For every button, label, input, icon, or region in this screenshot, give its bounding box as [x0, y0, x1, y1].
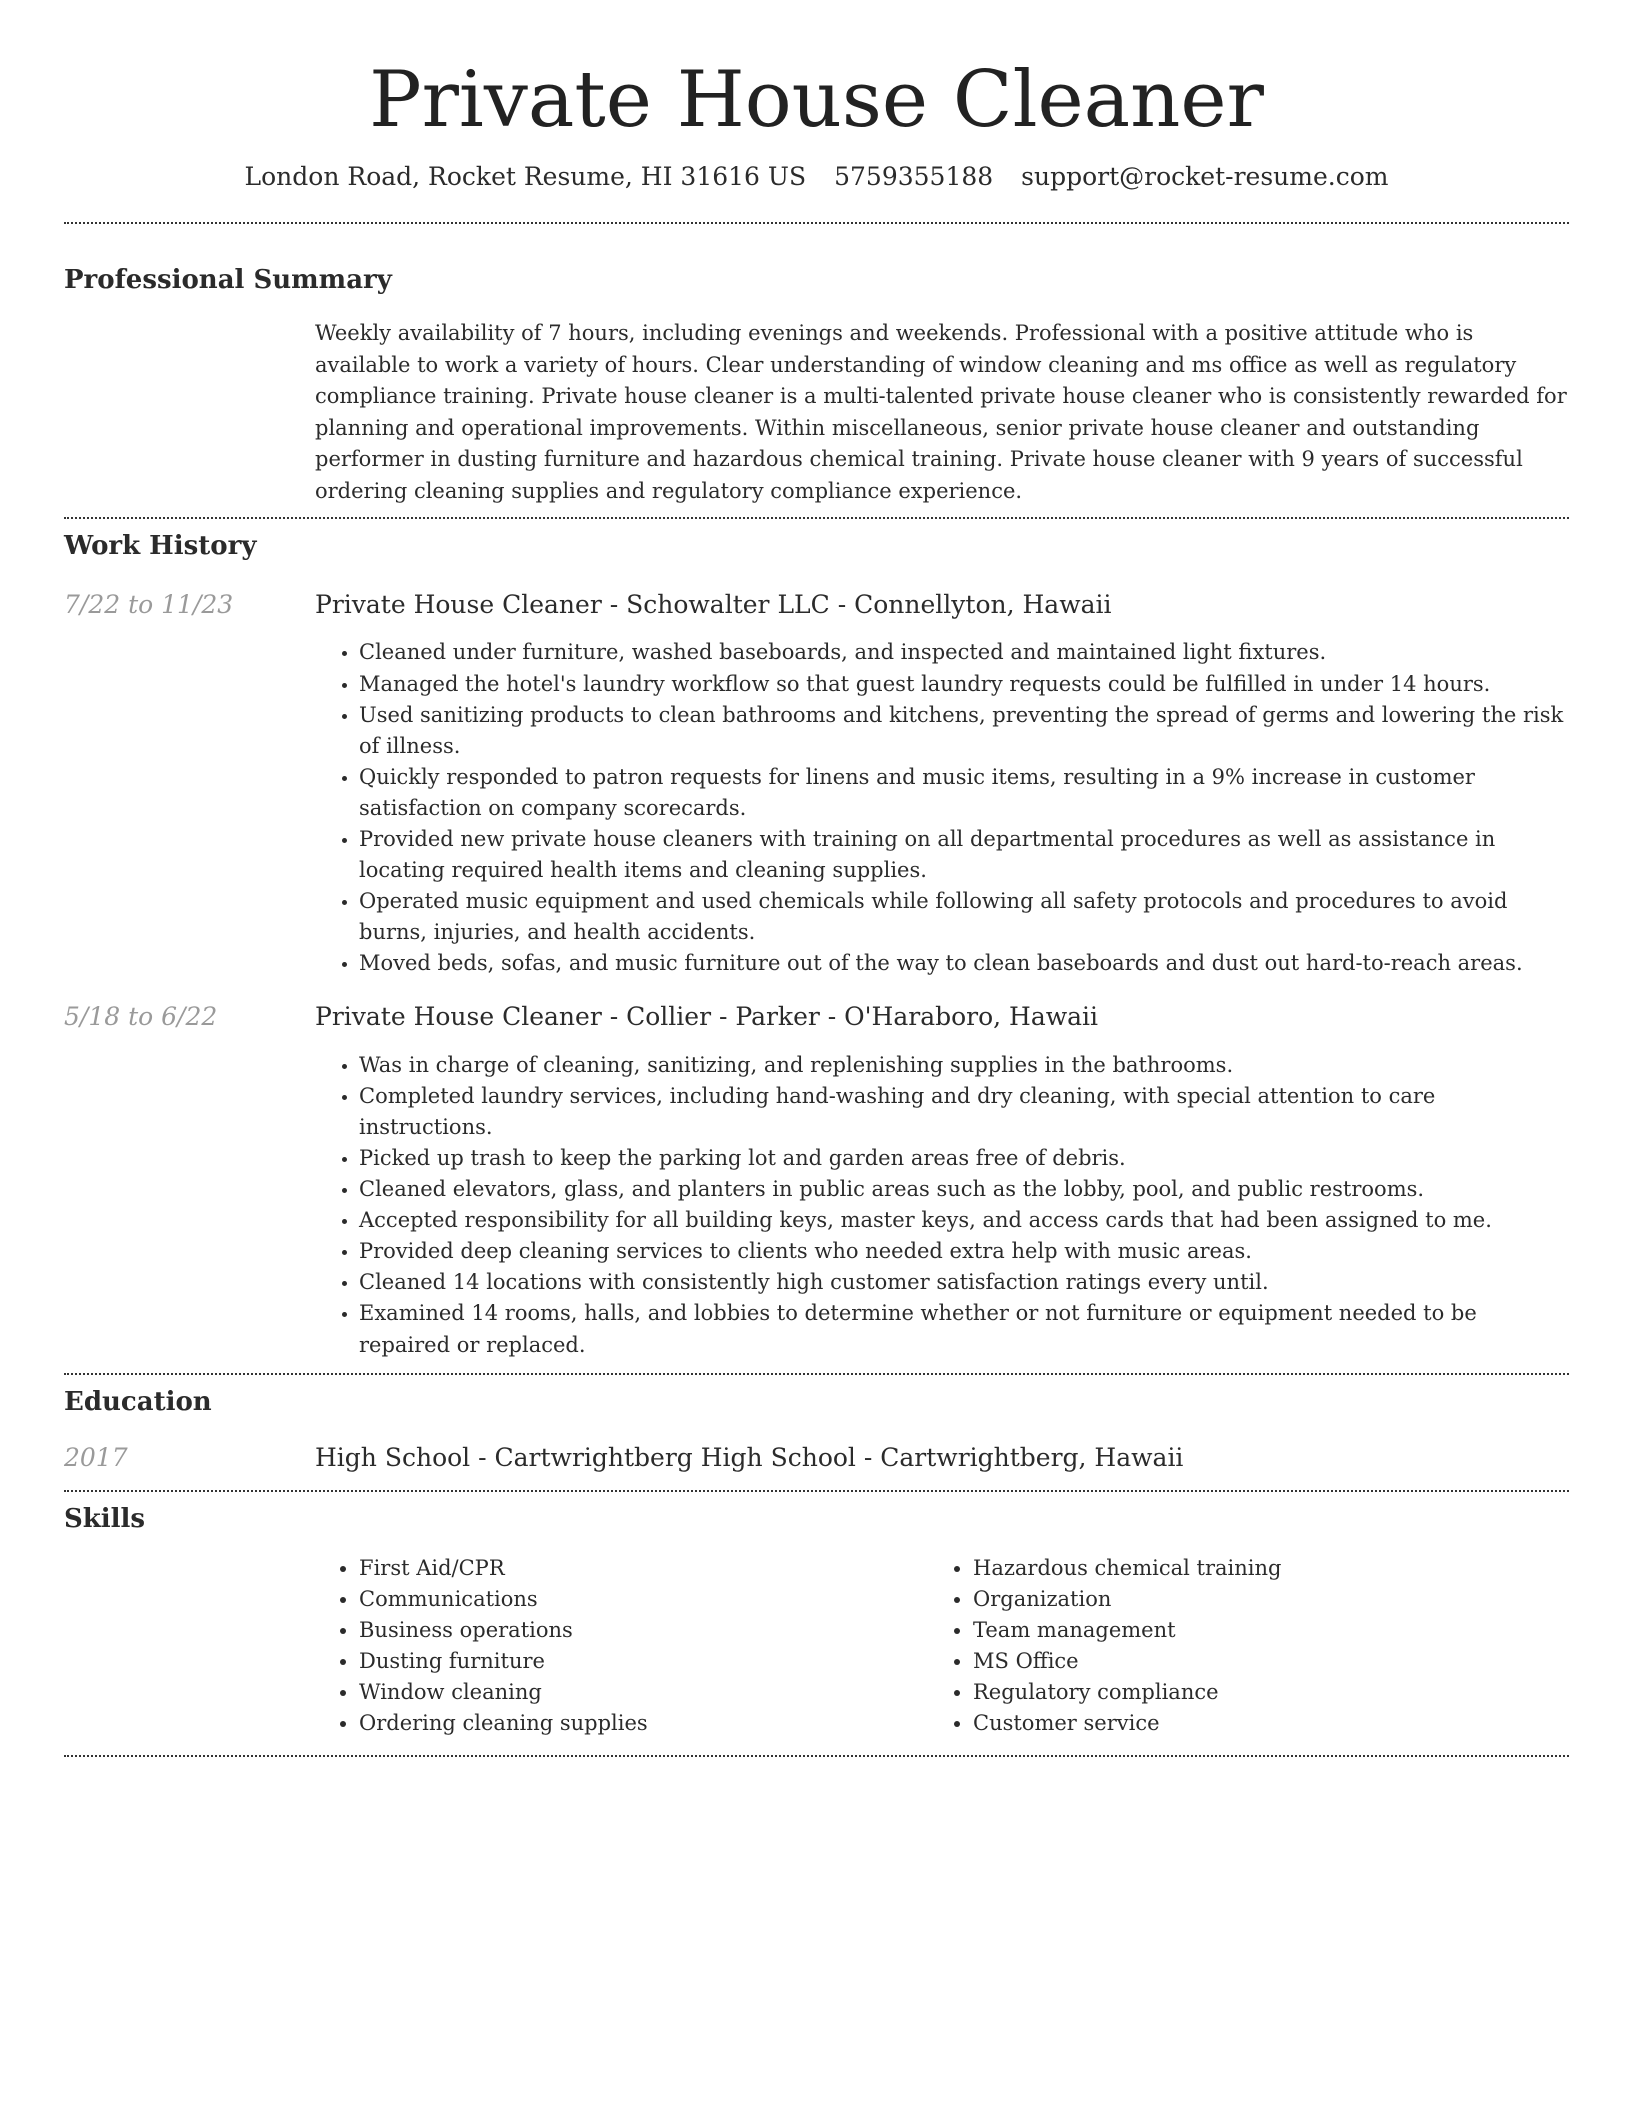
skills-list-left — [315, 1553, 929, 1739]
skill-item: • Team management — [973, 1615, 1543, 1646]
divider — [64, 1490, 1569, 1492]
work-history-section — [64, 530, 1569, 1360]
job-bullet: • Managed the hotel's laundry workflow so that guest laundry requests could be fulfilled in under 14 hours. — [359, 669, 1569, 700]
skill-item: • Organization — [973, 1584, 1543, 1615]
skill-item: • Business operations — [359, 1615, 929, 1646]
divider — [64, 1373, 1569, 1375]
skills-title: Skills — [64, 1503, 146, 1534]
divider — [64, 222, 1569, 224]
contact-line — [64, 159, 1569, 194]
skill-item: • Dusting furniture — [359, 1646, 929, 1677]
skills-list-right — [929, 1553, 1543, 1739]
summary-section — [64, 264, 1569, 507]
skill-item: • Customer service — [973, 1708, 1543, 1739]
job-heading: Private House Cleaner - Collier - Parker - O'Haraboro, Hawaii — [315, 1002, 1099, 1032]
job-bullet: • Quickly responded to patron requests for linens and music items, resulting in a 9% increase in customer satisfaction on company scorecards. — [359, 762, 1569, 824]
skill-item: • Regulatory compliance — [973, 1677, 1543, 1708]
job-bullet: • Moved beds, sofas, and music furniture out of the way to clean baseboards and dust out hard-to-reach areas. — [359, 948, 1569, 979]
job-bullet: • Cleaned 14 locations with consistently high customer satisfaction ratings every until. — [359, 1267, 1569, 1298]
work-history-title: Work History — [64, 531, 257, 562]
job-bullet: • Cleaned elevators, glass, and planters in public areas such as the lobby, pool, and public restrooms. — [359, 1174, 1569, 1205]
job-bullet: • Cleaned under furniture, washed baseboards, and inspected and maintained light fixtures. — [359, 637, 1569, 668]
job-bullet: • Accepted responsibility for all building keys, master keys, and access cards that had been assigned to me. — [359, 1205, 1569, 1236]
summary-title: Professional Summary — [64, 265, 392, 296]
education-title: Education — [64, 1386, 212, 1417]
job-bullet: • Examined 14 rooms, halls, and lobbies to determine whether or not furniture or equipment needed to be repaired or replaced. — [359, 1298, 1569, 1360]
divider — [64, 1755, 1569, 1757]
job-heading: Private House Cleaner - Schowalter LLC - Connellyton, Hawaii — [315, 589, 1112, 619]
job-bullet: • Used sanitizing products to clean bathrooms and kitchens, preventing the spread of germs and lowering the risk of illness. — [359, 700, 1569, 762]
skill-item: • Window cleaning — [359, 1677, 929, 1708]
contact-address: London Road, Rocket Resume, HI 31616 US — [244, 162, 807, 192]
skill-item: • Communications — [359, 1584, 929, 1615]
contact-email: support@rocket-resume.com — [1021, 162, 1389, 192]
education-section — [64, 1386, 1569, 1475]
job-bullet: • Completed laundry services, including hand-washing and dry cleaning, with special attention to care instructions. — [359, 1081, 1569, 1143]
job-bullets — [315, 637, 1569, 979]
summary-text: Weekly availability of 7 hours, including evenings and weekends. Professional with a positive attitude who is available to work a variety of hours. Clear understanding of window cleaning and ms office as well as regulatory compliance training. Private house cleaner is a multi-talented private house cleaner who is consistently rewarded for planning and operational improvements. Within miscellaneous, senior private house cleaner and outstanding performer in dusting furniture and hazardous chemical training. Private house cleaner with 9 years of successful ordering cleaning supplies and regulatory compliance experience. — [315, 321, 1567, 503]
job-bullet: • Operated music equipment and used chemicals while following all safety protocols and procedures to avoid burns, injuries, and health accidents. — [359, 886, 1569, 948]
job-dates: 5/18 to 6/22 — [64, 1002, 218, 1032]
divider — [64, 517, 1569, 519]
skill-item: • First Aid/CPR — [359, 1553, 929, 1584]
skill-item: • MS Office — [973, 1646, 1543, 1677]
resume-page — [64, 0, 1569, 1757]
contact-phone: 5759355188 — [834, 162, 994, 192]
job-entry — [64, 589, 1569, 979]
job-bullet: • Was in charge of cleaning, sanitizing, and replenishing supplies in the bathrooms. — [359, 1050, 1569, 1081]
job-bullets — [315, 1050, 1569, 1361]
education-year: 2017 — [64, 1443, 128, 1473]
candidate-name: Private House Cleaner — [369, 55, 1264, 145]
job-bullet: • Picked up trash to keep the parking lot and garden areas free of debris. — [359, 1143, 1569, 1174]
education-entry — [64, 1442, 1569, 1475]
job-bullet: • Provided new private house cleaners with training on all departmental procedures as well as assistance in locating required health items and cleaning supplies. — [359, 824, 1569, 886]
job-entry — [64, 1001, 1569, 1360]
education-heading: High School - Cartwrightberg High School - Cartwrightberg, Hawaii — [315, 1443, 1184, 1473]
job-bullet: • Provided deep cleaning services to clients who needed extra help with music areas. — [359, 1236, 1569, 1267]
skill-item: • Ordering cleaning supplies — [359, 1708, 929, 1739]
job-dates: 7/22 to 11/23 — [64, 589, 234, 619]
skill-item: • Hazardous chemical training — [973, 1553, 1543, 1584]
skills-section — [64, 1503, 1569, 1739]
